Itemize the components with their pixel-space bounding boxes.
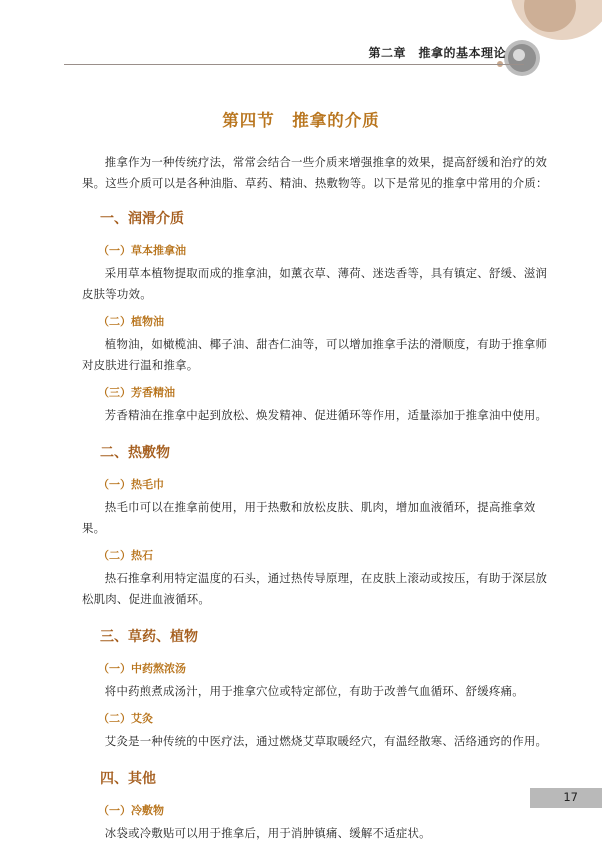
- subsection: [82, 384, 552, 426]
- subsection-heading: （一）冷敷物: [98, 804, 164, 817]
- subsection: [82, 660, 552, 702]
- subsection-text: 热石推拿利用特定温度的石头，通过热传导原理，在皮肤上滚动或按压，有助于深层放松肌肉、促进血液循环。: [82, 571, 548, 606]
- subsection-text: 冰袋或冷敷贴可以用于推拿后，用于消肿镇痛、缓解不适症状。: [104, 826, 431, 840]
- subsection-heading: （二）热石: [98, 549, 153, 562]
- subsection-text: 将中药煎煮成汤汁，用于推拿穴位或特定部位，有助于改善气血循环、舒缓疼痛。: [104, 684, 524, 698]
- section-heading: 三、草药、植物: [100, 629, 198, 645]
- subsection: [82, 242, 552, 305]
- header-divider: [64, 64, 524, 65]
- subsection-heading: （三）芳香精油: [98, 386, 175, 399]
- subsection: [82, 476, 552, 539]
- subsection-heading: （一）中药熬浓汤: [98, 662, 186, 675]
- chapter-title: 第二章 推拿的基本理论: [368, 46, 506, 60]
- subsection: [82, 710, 552, 752]
- intro-paragraph: 推拿作为一种传统疗法，常常会结合一些介质来增强推拿的效果，提高舒缓和治疗的效果。这些介质可以是各种油脂、草药、精油、热敷物等。以下是常见的推拿中常用的介质：: [82, 155, 548, 190]
- subsection-text: 采用草本植物提取而成的推拿油，如薰衣草、薄荷、迷迭香等，具有镇定、舒缓、滋润皮肤等功效。: [82, 266, 548, 301]
- subsection-heading: （二）植物油: [98, 315, 164, 328]
- subsection-text: 植物油，如橄榄油、椰子油、甜杏仁油等，可以增加推拿手法的滑顺度，有助于推拿师对皮肤进行温和推拿。: [82, 337, 548, 372]
- subsection-heading: （一）热毛巾: [98, 478, 164, 491]
- subsection-text: 热毛巾可以在推拿前使用，用于热敷和放松皮肤、肌肉，增加血液循环，提高推拿效果。: [82, 500, 536, 535]
- page-title: 第四节 推拿的介质: [222, 111, 380, 130]
- subsection-text: 艾灸是一种传统的中医疗法，通过燃烧艾草取暖经穴，有温经散寒、活络通窍的作用。: [104, 734, 548, 748]
- section-heading: 二、热敷物: [100, 445, 170, 461]
- section-herbs: [82, 626, 552, 752]
- subsection-heading: （一）草本推拿油: [98, 244, 186, 257]
- section-hot-compress: [82, 442, 552, 610]
- subsection: [82, 802, 552, 844]
- page-number: 17: [563, 790, 578, 804]
- section-heading: 一、润滑介质: [100, 211, 184, 227]
- decorative-corner-graphic: [492, 0, 602, 90]
- section-other: [82, 768, 552, 844]
- subsection-text: 芳香精油在推拿中起到放松、焕发精神、促进循环等作用，适量添加于推拿油中使用。: [104, 408, 548, 422]
- page-header: [0, 0, 602, 90]
- subsection-heading: （二）艾灸: [98, 712, 153, 725]
- section-lubricants: [82, 208, 552, 426]
- main-content: [82, 152, 552, 852]
- section-heading: 四、其他: [100, 771, 156, 787]
- subsection: [82, 547, 552, 610]
- subsection: [82, 313, 552, 376]
